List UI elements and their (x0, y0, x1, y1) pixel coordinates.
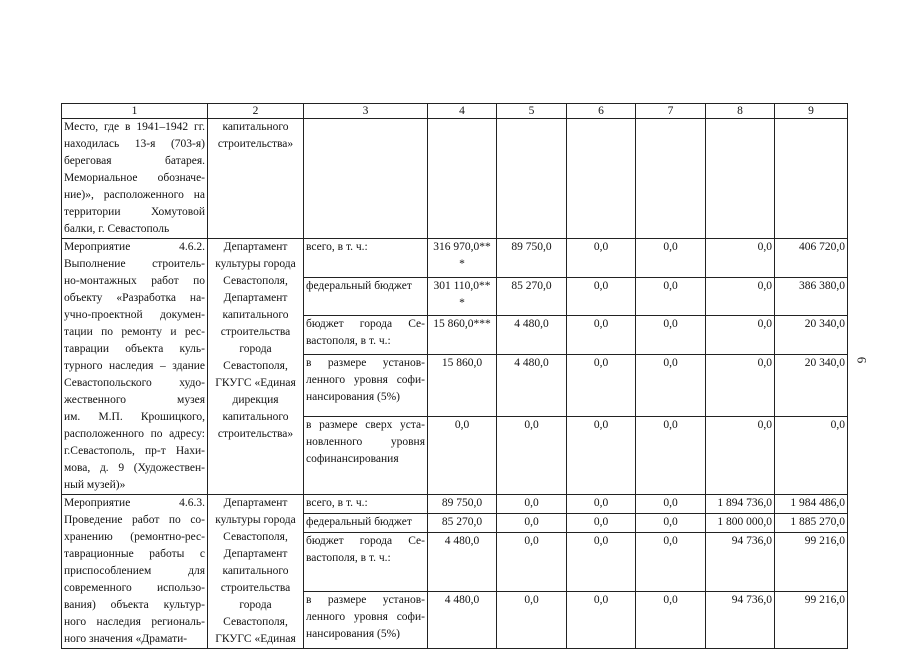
value-col4 (428, 277, 497, 316)
executor-cell (208, 239, 304, 495)
cell-line: капитального (222, 411, 289, 423)
cell-line: ного значения «Драмати- (64, 633, 188, 645)
value-col9 (775, 239, 848, 278)
value-col7 (636, 533, 706, 591)
header-cell-7: 7 (636, 104, 706, 119)
cell-line: нансирования (5%) (306, 627, 401, 640)
cell-line: 0,0 (524, 535, 539, 548)
funding-source (304, 277, 428, 316)
cell-line: вастополя, в т. ч.: (306, 552, 391, 565)
cell-line: 0,0 (757, 241, 772, 253)
empty-cell (497, 119, 567, 239)
cell-line: капитального (222, 565, 289, 577)
cell-line: территории Хомутовой (64, 206, 205, 218)
value-col9 (775, 354, 848, 416)
cell-line: Проведение работ по со- (64, 514, 205, 526)
cell-line: 99 216,0 (804, 535, 845, 548)
cell-line: 0,0 (757, 356, 772, 369)
cell-line: 386 380,0 (799, 279, 845, 292)
cell-line: строительства» (217, 138, 294, 150)
value-col5 (497, 354, 567, 416)
cell-line: 85 270,0 (511, 279, 552, 292)
cell-line: строительства (220, 582, 291, 594)
executor-cell (208, 119, 304, 239)
measure-description (62, 119, 208, 239)
cell-line: 85 270,0 (441, 516, 483, 529)
cell-line: нансирования (5%) (306, 390, 401, 403)
cell-line: 0,0 (757, 318, 772, 331)
cell-line: строительства (220, 326, 291, 338)
cell-line: * (459, 258, 465, 270)
cell-line: 0,0 (593, 535, 609, 548)
cell-line: 0,0 (524, 593, 539, 606)
cell-line: 94 736,0 (731, 535, 772, 548)
cell-line: 89 750,0 (441, 497, 483, 509)
funding-source (304, 354, 428, 416)
cell-line: Севастополя, (223, 616, 288, 628)
header-cell-2: 2 (208, 104, 304, 119)
cell-line: федеральный бюджет (306, 516, 412, 529)
funding-source (304, 316, 428, 355)
cell-line: 0,0 (830, 418, 845, 431)
cell-line: ного наследия региональ- (64, 616, 205, 628)
cell-line: Департамент (223, 497, 288, 509)
cell-line: балки, г. Севастополь (64, 223, 170, 235)
cell-line: Севастопольского худо- (64, 377, 205, 389)
value-col9 (775, 277, 848, 316)
value-col5 (497, 239, 567, 278)
value-col7 (636, 354, 706, 416)
table-row (62, 239, 848, 278)
value-col7 (636, 495, 706, 514)
cell-line: современного использо- (64, 582, 205, 594)
cell-line: в размере сверх уста- (306, 418, 425, 431)
cell-line: 0,0 (663, 535, 678, 548)
value-col7 (636, 239, 706, 278)
cell-line: софинансирования (306, 452, 399, 465)
cell-line: культуры города (215, 514, 296, 526)
cell-line: ленного уровня софи- (306, 373, 425, 386)
value-col6 (567, 316, 636, 355)
value-col5 (497, 533, 567, 591)
header-cell-1: 1 (62, 104, 208, 119)
funding-source (304, 495, 428, 514)
value-col5 (497, 514, 567, 533)
measure-description (62, 239, 208, 495)
value-col8 (706, 316, 775, 355)
cell-line: капитального (222, 309, 289, 321)
value-col6 (567, 495, 636, 514)
cell-line: 316 970,0** (433, 241, 491, 253)
funding-source (304, 239, 428, 278)
cell-line: учно-проектной докумен- (64, 309, 205, 321)
cell-line: 0,0 (593, 418, 609, 431)
cell-line: Департамент (223, 241, 288, 253)
cell-line: хранению (ремонтно-рес- (64, 531, 205, 543)
value-col8 (706, 416, 775, 494)
cell-line: 0,0 (757, 418, 772, 431)
cell-line: им. М.П. Крошицкого, (64, 411, 205, 423)
cell-line: тации по ремонту и рес- (64, 326, 205, 338)
value-col6 (567, 239, 636, 278)
cell-line: Выполнение строитель- (64, 258, 205, 270)
cell-line: ленного уровня софи- (306, 610, 425, 623)
value-col6 (567, 277, 636, 316)
cell-line: в размере установ- (306, 356, 425, 369)
cell-line: 99 216,0 (804, 593, 845, 606)
value-col4 (428, 316, 497, 355)
cell-line: 0,0 (663, 497, 678, 509)
cell-line: 4 480,0 (514, 356, 549, 369)
value-col7 (636, 416, 706, 494)
cell-line: Департамент (223, 548, 288, 560)
cell-line: 1 885 270,0 (790, 516, 845, 529)
cell-line: 1 894 736,0 (717, 497, 772, 509)
cell-line: 0,0 (663, 356, 678, 369)
budget-table (61, 103, 848, 649)
cell-line: береговая батарея. (64, 155, 205, 167)
cell-line: ние)», расположенного на (64, 189, 205, 201)
value-col6 (567, 354, 636, 416)
cell-line: объекту «Разработка на- (64, 292, 205, 304)
empty-cell (775, 119, 848, 239)
cell-line: бюджет города Се- (306, 535, 425, 548)
value-col6 (567, 416, 636, 494)
cell-line: строительства» (217, 428, 294, 440)
cell-line: города (239, 343, 272, 355)
value-col4 (428, 514, 497, 533)
cell-line: мова, д. 9 (Художествен- (64, 462, 205, 474)
page-number: 6 (854, 356, 870, 364)
header-cell-3: 3 (304, 104, 428, 119)
value-col9 (775, 533, 848, 591)
value-col5 (497, 495, 567, 514)
funding-source (304, 533, 428, 591)
cell-line: 0,0 (663, 593, 678, 606)
header-cell-4: 4 (428, 104, 497, 119)
cell-line: федеральный бюджет (306, 279, 412, 292)
cell-line: г.Севастополь, пр-т Нахи- (64, 445, 205, 457)
cell-line: 1 800 000,0 (717, 516, 772, 529)
cell-line: Севастополя, (223, 360, 288, 372)
cell-line: 0,0 (593, 241, 609, 253)
value-col6 (567, 514, 636, 533)
value-col5 (497, 316, 567, 355)
cell-line: Севастополя, (223, 531, 288, 543)
cell-line: 0,0 (593, 279, 609, 292)
executor-cell (208, 495, 304, 649)
cell-line: 0,0 (524, 516, 539, 529)
header-cell-5: 5 (497, 104, 567, 119)
cell-line: 4 480,0 (444, 593, 480, 606)
value-col5 (497, 416, 567, 494)
value-col5 (497, 277, 567, 316)
value-col9 (775, 316, 848, 355)
value-col7 (636, 316, 706, 355)
cell-line: 0,0 (524, 418, 539, 431)
value-col7 (636, 277, 706, 316)
value-col8 (706, 533, 775, 591)
cell-line: но-монтажных работ по (64, 275, 205, 287)
measure-description (62, 495, 208, 649)
empty-cell (428, 119, 497, 239)
cell-line: 0,0 (454, 418, 470, 431)
cell-line: в размере установ- (306, 593, 425, 606)
cell-line: 89 750,0 (511, 241, 552, 253)
cell-line: 0,0 (593, 497, 609, 509)
cell-line: 301 110,0** (433, 279, 491, 292)
cell-line: всего, в т. ч.: (306, 241, 368, 253)
cell-line: 0,0 (663, 516, 678, 529)
table-body (62, 104, 848, 649)
value-col8 (706, 514, 775, 533)
cell-line: Севастополя, (223, 275, 288, 287)
cell-line: жественного музея (64, 394, 205, 406)
cell-line: 406 720,0 (799, 241, 845, 253)
cell-line: 4 480,0 (514, 318, 549, 331)
funding-source (304, 416, 428, 494)
cell-line: расположенного по адресу: (64, 428, 205, 440)
cell-line: Мероприятие 4.6.2. (64, 241, 205, 253)
header-cell-8: 8 (706, 104, 775, 119)
value-col4 (428, 416, 497, 494)
header-cell-9: 9 (775, 104, 848, 119)
cell-line: Мемориальное обозначе- (64, 172, 205, 184)
cell-line: капитального (222, 121, 289, 133)
cell-line: 0,0 (663, 318, 678, 331)
cell-line: 0,0 (593, 516, 609, 529)
value-col7 (636, 514, 706, 533)
cell-line: ный музей)» (64, 479, 126, 491)
funding-source (304, 514, 428, 533)
value-col9 (775, 495, 848, 514)
cell-line: таврации объекта куль- (64, 343, 205, 355)
value-col4 (428, 533, 497, 591)
value-col4 (428, 239, 497, 278)
table-row (62, 495, 848, 514)
cell-line: дирекция (232, 394, 279, 406)
value-col9 (775, 514, 848, 533)
cell-line: Департамент (223, 292, 288, 304)
cell-line: турного наследия – здание (64, 360, 205, 372)
cell-line: 20 340,0 (804, 318, 845, 331)
cell-line: 20 340,0 (804, 356, 845, 369)
cell-line: таврационные работы с (64, 548, 205, 560)
header-cell-6: 6 (567, 104, 636, 119)
cell-line: находилась 13-я (703-я) (64, 138, 205, 150)
empty-cell (706, 119, 775, 239)
cell-line: ГКУГС «Единая (215, 633, 296, 645)
table-row (62, 119, 848, 239)
cell-line: 0,0 (593, 593, 609, 606)
cell-line: 15 860,0 (441, 356, 483, 369)
value-col8 (706, 277, 775, 316)
cell-line: 0,0 (593, 318, 609, 331)
cell-line: * (459, 296, 465, 309)
cell-line: 15 860,0*** (433, 318, 491, 331)
cell-line: 0,0 (593, 356, 609, 369)
cell-line: новленного уровня (306, 435, 425, 448)
cell-line: ГКУГС «Единая (215, 377, 296, 389)
value-col4 (428, 495, 497, 514)
value-col9 (775, 416, 848, 494)
value-col8 (706, 239, 775, 278)
cell-line: 94 736,0 (731, 593, 772, 606)
cell-line: 0,0 (524, 497, 539, 509)
cell-line: бюджет города Се- (306, 318, 425, 331)
cell-line: города (239, 599, 272, 611)
value-col4 (428, 354, 497, 416)
cell-line: Мероприятие 4.6.3. (64, 497, 205, 509)
cell-line: вастополя, в т. ч.: (306, 335, 391, 348)
cell-line: 0,0 (663, 241, 678, 253)
cell-line: Место, где в 1941–1942 гг. (64, 121, 205, 133)
cell-line: вания) объекта культур- (64, 599, 205, 611)
value-col8 (706, 354, 775, 416)
cell-line: 1 984 486,0 (790, 497, 845, 509)
value-col6 (567, 533, 636, 591)
empty-cell (636, 119, 706, 239)
empty-cell (304, 119, 428, 239)
cell-line: 0,0 (663, 418, 678, 431)
cell-line: 0,0 (663, 279, 678, 292)
cell-line: приспособлением для (64, 565, 205, 577)
cell-line: 4 480,0 (444, 535, 480, 548)
cell-line: культуры города (215, 258, 296, 270)
value-col8 (706, 495, 775, 514)
empty-cell (567, 119, 636, 239)
cell-line: 0,0 (757, 279, 772, 292)
cell-line: всего, в т. ч.: (306, 497, 368, 509)
header-row (62, 104, 848, 119)
